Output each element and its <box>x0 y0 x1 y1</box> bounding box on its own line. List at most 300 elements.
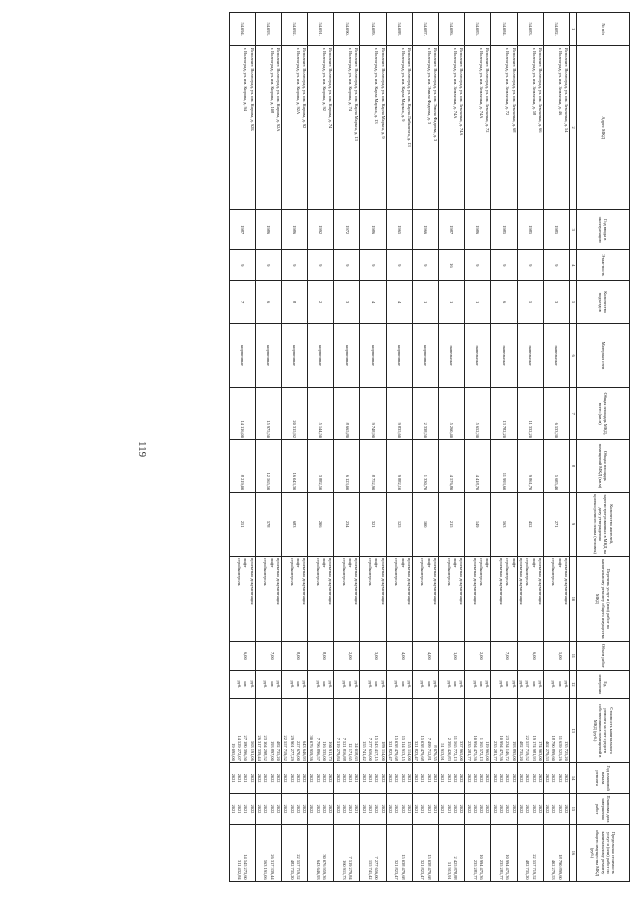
entrances: 3 <box>334 281 360 324</box>
limit-cost-line: 22 557 719,52 <box>295 854 301 880</box>
unit-line: шт. <box>243 681 249 688</box>
build-year: 1986 <box>281 210 307 250</box>
end-year-line: 2022 <box>315 804 321 814</box>
works-line: стройконтроль <box>263 558 269 586</box>
cost <box>360 699 386 763</box>
works-line: проектная документация <box>518 558 524 605</box>
column-number: 1 <box>570 13 577 46</box>
entrances: 1 <box>412 281 438 324</box>
unit-line: руб. <box>446 680 452 689</box>
row-number: 54.090. <box>334 13 360 46</box>
unit-line: руб. <box>341 680 347 689</box>
column-header: Этаж-ность <box>577 250 630 281</box>
premises-area: 8 219,00 <box>229 440 255 492</box>
end-year <box>543 794 569 825</box>
limit-cost-line <box>387 826 393 879</box>
cost-line: 19 095,00 <box>230 743 236 761</box>
page-number: 119 <box>136 441 148 458</box>
end-year-line: 2022 <box>459 804 465 814</box>
works-line: лифт <box>452 558 458 568</box>
residents: 452 <box>517 492 543 556</box>
cost <box>439 699 465 763</box>
limit-cost-line <box>484 826 490 879</box>
works <box>360 556 386 641</box>
floors: 9 <box>229 250 255 281</box>
entrances: 6 <box>255 281 281 324</box>
cost-line: 482 735,20 <box>518 741 524 761</box>
wall-material: панельные <box>491 324 517 388</box>
end-year-line: 2022 <box>499 804 505 814</box>
cost-line: 7 519 279,84 <box>335 737 341 761</box>
entrances: 5 <box>517 281 543 324</box>
floors: 9 <box>386 250 412 281</box>
column-header: Общая площадь помещений МКД (кв.м) <box>577 440 630 492</box>
cost <box>281 699 307 763</box>
works-line: стройконтроль <box>289 558 295 586</box>
residents: 215 <box>439 492 465 556</box>
limit-cost-line: 2 425 878,88 <box>452 856 458 880</box>
start-year-line: 2022 <box>459 773 465 783</box>
floors: 9 <box>308 250 334 281</box>
end-year <box>229 794 255 825</box>
start-year-line: 2022 <box>322 773 328 783</box>
end-year-line: 2022 <box>380 804 386 814</box>
limit-cost-line: 7 277 656,00 <box>374 856 380 880</box>
cost-line: 160 911,73 <box>328 741 334 761</box>
cost-line: 119 965,00 <box>485 741 491 761</box>
start-year-line: 2022 <box>564 773 569 783</box>
unit-line: руб. <box>472 680 478 689</box>
end-year-line: 2022 <box>452 804 458 814</box>
volume-line: 2,00 <box>348 652 354 660</box>
cost <box>491 699 517 763</box>
floors: 9 <box>465 250 491 281</box>
end-year-line: 2021 <box>406 804 412 814</box>
volume-line <box>524 644 530 669</box>
floors: 9 <box>281 250 307 281</box>
unit-line: руб. <box>315 680 321 689</box>
row-number: 54.088. <box>386 13 412 46</box>
floors: 9 <box>412 250 438 281</box>
volume-line <box>288 644 294 669</box>
start-year <box>360 763 386 794</box>
limit-cost-line <box>334 826 340 879</box>
column-number: 14 <box>570 763 577 794</box>
limit-cost-line <box>432 826 438 879</box>
cost-line: 24 018,63 <box>354 743 360 761</box>
end-year <box>255 794 281 825</box>
works <box>439 556 465 641</box>
column-number: 12 <box>570 670 577 698</box>
end-year-line: 2022 <box>485 804 491 814</box>
volume <box>465 642 491 670</box>
unit <box>308 670 334 698</box>
column-header: Ед. измерения <box>577 670 630 698</box>
volume-line <box>314 644 320 669</box>
address-line: Исполнит: Волгоград, ул. им. Карла Маркса, д. 13 <box>354 47 360 141</box>
limit-cost-line: 7 519 279,84 <box>348 856 354 880</box>
limit-cost-line <box>563 826 569 879</box>
column-number: 7 <box>570 388 577 440</box>
wall-material: кирпичные <box>412 324 438 388</box>
floors: 16 <box>439 250 465 281</box>
table-row <box>465 13 491 882</box>
limit-cost-line: 643 646,93 <box>315 859 321 880</box>
address-line: г. Волгоград, ул. им. Землячки, д. 58 <box>531 47 537 116</box>
volume-line: 6,00 <box>243 652 249 660</box>
build-year: 1986 <box>360 210 386 250</box>
cost-line: 135 725,20 <box>564 741 569 761</box>
volume <box>439 642 465 670</box>
wall-material: кирпичные <box>386 324 412 388</box>
unit-line: руб. <box>537 680 543 689</box>
cost-line: 11 659 525,26 <box>557 735 563 761</box>
limit-cost-line <box>406 826 412 879</box>
works-line: проектная документация <box>472 558 478 605</box>
address-line: г. Волгоград, ул. им. Землячки, д. 46 <box>557 47 563 116</box>
volume <box>229 642 255 670</box>
volume-line <box>419 644 425 669</box>
unit-line: руб. <box>551 680 557 689</box>
works-line: стройконтроль <box>237 558 243 586</box>
unit-line: руб. <box>525 680 531 689</box>
limit-cost-line <box>413 826 419 879</box>
end-year-line: 2022 <box>466 804 472 814</box>
address-line: г. Волгоград, ул. им. Кирова, д. 92 <box>322 47 328 112</box>
start-year <box>412 763 438 794</box>
total-area: 6 533,30 <box>543 388 569 440</box>
volume-line <box>458 644 464 669</box>
row-number: 54.084. <box>491 13 517 46</box>
works-line: лифт <box>400 558 406 568</box>
start-year-line: 2021 <box>348 773 354 783</box>
total-area: 5 144,50 <box>308 388 334 440</box>
end-year-line: 2022 <box>518 804 524 814</box>
cost-line: 321 823,47 <box>414 741 420 761</box>
repair-plan-table <box>229 12 630 882</box>
limit-cost-line <box>465 826 471 879</box>
start-year-line: 2022 <box>283 773 289 783</box>
start-year-line: 2022 <box>511 773 517 783</box>
cost-line: 402 279,53 <box>545 741 551 761</box>
unit <box>543 670 569 698</box>
entrances: 3 <box>543 281 569 324</box>
residents: 563 <box>491 492 517 556</box>
volume-line: 5,00 <box>557 652 563 660</box>
works-line: стройконтроль <box>368 558 374 586</box>
cost-line: 7 521 816,88 <box>341 737 347 761</box>
start-year <box>439 763 465 794</box>
start-year-line: 2022 <box>328 773 334 783</box>
works-line: стройконтроль <box>420 558 426 586</box>
address-line: г. Волгоград, ул. им. Кирова, д. 94 <box>243 47 249 112</box>
volume-line: 7,00 <box>505 652 511 660</box>
column-header: Год ввода в эксплуатацию <box>577 210 630 250</box>
unit-line: руб. <box>249 680 255 689</box>
start-year-line: 2021 <box>368 773 374 783</box>
end-year-line: 2021 <box>348 804 354 814</box>
start-year-line: 2021 <box>237 773 243 783</box>
limit-cost-line: 321 823,47 <box>394 859 400 880</box>
start-year-line: 2021 <box>426 773 432 783</box>
cost-line: 27 180 396,50 <box>243 735 249 761</box>
entrances: 1 <box>465 281 491 324</box>
total-area: 20 315,92 <box>281 388 307 440</box>
works-line: стройконтроль <box>505 558 511 586</box>
end-year-line: 2022 <box>275 804 281 814</box>
volume <box>517 642 543 670</box>
limit-cost <box>491 824 517 881</box>
limit-cost <box>439 824 465 881</box>
start-year-line: 2022 <box>452 773 458 783</box>
cost-line: 19 174 981,93 <box>531 735 537 761</box>
works-line: лифт <box>348 558 354 568</box>
cost-line: 15 543 417,15 <box>374 735 380 761</box>
start-year-line: 2022 <box>531 773 537 783</box>
premises-area: 1 330,70 <box>412 440 438 492</box>
total-area: 9 835,60 <box>386 388 412 440</box>
end-year-line: 2022 <box>531 804 537 814</box>
start-year-line: 2022 <box>400 773 406 783</box>
row-number: 54.082. <box>543 13 569 46</box>
cost-line: 189 114,00 <box>380 741 386 761</box>
wall-material: кирпичные <box>229 324 255 388</box>
premises-area: 11 993,60 <box>491 440 517 492</box>
row-number: 54.087. <box>412 13 438 46</box>
volume-line <box>484 644 490 669</box>
start-year <box>465 763 491 794</box>
column-number: 2 <box>570 46 577 210</box>
row-number: 54.085. <box>465 13 491 46</box>
column-number: 15 <box>570 794 577 825</box>
works <box>543 556 569 641</box>
floors: 9 <box>360 250 386 281</box>
end-year-line: 2022 <box>374 804 380 814</box>
cost-line: 482 735,20 <box>275 741 281 761</box>
unit-line: руб. <box>237 680 243 689</box>
limit-cost-line <box>248 826 254 879</box>
unit-line: шт. <box>479 681 485 688</box>
residents: 321 <box>360 492 386 556</box>
volume-line <box>550 644 556 669</box>
premises-area: 16 043,30 <box>281 440 307 492</box>
start-year-line: 2022 <box>302 773 308 783</box>
unit-line: руб. <box>302 680 308 689</box>
address-line: г. Волгоград, ул. им. Кирова, д. 74 <box>348 47 354 112</box>
floors: 9 <box>491 250 517 281</box>
limit-cost-line <box>256 826 262 879</box>
unit <box>465 670 491 698</box>
table-row <box>543 13 569 882</box>
end-year-line: 2021 <box>368 804 374 814</box>
address <box>386 46 412 210</box>
end-year-line: 2021 <box>433 804 439 814</box>
works-line: проектная документация <box>275 558 281 605</box>
unit-line: руб. <box>380 680 386 689</box>
unit <box>412 670 438 698</box>
limit-cost-line <box>458 826 464 879</box>
limit-cost-line: 235 281,77 <box>472 859 478 880</box>
entrances: 2 <box>308 281 334 324</box>
end-year <box>334 794 360 825</box>
limit-cost-line <box>301 826 307 879</box>
start-year-line: 2022 <box>249 773 255 783</box>
cost-line: 193 897,00 <box>269 741 275 761</box>
limit-cost-line: 311 432,84 <box>237 860 243 880</box>
works-line: проектная документация <box>433 558 439 605</box>
start-year-line: 2022 <box>557 773 563 783</box>
address <box>491 46 517 210</box>
start-year-line: 2022 <box>380 773 386 783</box>
address-line: Исполнит: Волгоград, ул. им. Землячки, д. 74А <box>459 47 465 136</box>
column-header: № п/п <box>577 13 630 46</box>
table-row <box>308 13 334 882</box>
cost <box>229 699 255 763</box>
cost-line: 321 823,47 <box>387 741 393 761</box>
limit-cost <box>412 824 438 881</box>
premises-area: 9 882,10 <box>386 440 412 492</box>
unit-line: руб. <box>394 680 400 689</box>
end-year-line: 2022 <box>551 804 557 814</box>
column-header: Материал стен <box>577 324 630 388</box>
works-line: проектная документация <box>406 558 412 605</box>
start-year-line: 2022 <box>374 773 380 783</box>
premises-area: 4 418,70 <box>465 440 491 492</box>
address <box>229 46 255 210</box>
address-line: Исполнит: Волгоград, ул. им. Кирова, д. 92А <box>275 47 281 132</box>
cost-line: 155 741,42 <box>361 741 367 761</box>
address-line: Исполнит: Волгоград, ул. им. Карла Либкнехта, д. 13 <box>406 47 412 147</box>
volume-line <box>248 644 254 669</box>
build-year: 1972 <box>334 210 360 250</box>
works-line: проектная документация <box>564 558 569 605</box>
cost-line: 22 557 719,52 <box>525 735 531 761</box>
address-line: Исполнит: Волгоград, ул. им. Землячки, д. 66 <box>537 47 543 133</box>
works-line: проектная документация <box>354 558 360 605</box>
unit-line: руб. <box>263 680 269 689</box>
works <box>465 556 491 641</box>
works-line: лифт <box>426 558 432 568</box>
start-year-line: 2021 <box>446 773 452 783</box>
column-number: 10 <box>570 556 577 641</box>
address-line: Исполнит: Волгоград, ул. им. Землячки, д. 72 <box>485 47 491 133</box>
limit-cost-line <box>282 826 288 879</box>
volume <box>308 642 334 670</box>
limit-cost <box>308 824 334 881</box>
start-year <box>543 763 569 794</box>
cost <box>412 699 438 763</box>
limit-cost-line <box>537 826 543 879</box>
column-number: 13 <box>570 699 577 763</box>
column-header: Плановая дата завершения работ <box>577 794 630 825</box>
table-row <box>491 13 517 882</box>
row-number: 54.094. <box>229 13 255 46</box>
end-year-line: 2022 <box>479 804 485 814</box>
end-year <box>491 794 517 825</box>
address-line: г. Волгоград, ул. им. Кирова, д. 92А <box>295 47 301 115</box>
volume-line <box>341 644 347 669</box>
residents: 234 <box>334 492 360 556</box>
works-line: проектная документация <box>499 558 505 605</box>
end-year <box>281 794 307 825</box>
end-year <box>308 794 334 825</box>
build-year: 1986 <box>465 210 491 250</box>
column-header: Предельная стоимость услуг и (или) работ по капитальному ремонту общего имущества МКД (руб.) <box>577 824 630 881</box>
end-year-line: 2022 <box>295 804 301 814</box>
cost <box>308 699 334 763</box>
start-year-line: 2022 <box>269 773 275 783</box>
works-line: проектная документация <box>537 558 543 605</box>
volume-line <box>367 644 373 669</box>
volume <box>543 642 569 670</box>
works <box>517 556 543 641</box>
entrances: 6 <box>491 281 517 324</box>
build-year: 1985 <box>491 210 517 250</box>
works-line: стройконтроль <box>315 558 321 586</box>
unit-line: руб. <box>459 680 465 689</box>
column-number: 3 <box>570 210 577 250</box>
end-year <box>412 794 438 825</box>
limit-cost-line <box>544 826 550 879</box>
end-year-line: 2021 <box>243 804 249 814</box>
unit <box>439 670 465 698</box>
end-year-line: 2021 <box>426 804 432 814</box>
limit-cost-line: 482 735,20 <box>289 859 295 880</box>
end-year-line: 2021 <box>414 804 420 814</box>
works-line: проектная документация <box>328 558 334 605</box>
cost-line: 14 529 272,07 <box>237 735 243 761</box>
end-year-line: 2022 <box>263 804 269 814</box>
unit-line: руб. <box>420 680 426 689</box>
unit-line: шт. <box>400 681 406 688</box>
limit-cost-line <box>518 826 524 879</box>
limit-cost-line: 26 317 339,44 <box>269 854 275 880</box>
row-number: 54.083. <box>517 13 543 46</box>
works-line: лифт <box>557 558 563 568</box>
address-line: г. Волгоград, ул. им. Эмиля Фадеева, д. 3 <box>426 47 432 125</box>
end-year <box>360 794 386 825</box>
volume <box>360 642 386 670</box>
volume <box>386 642 412 670</box>
unit-line: руб. <box>499 680 505 689</box>
works <box>281 556 307 641</box>
cost <box>465 699 491 763</box>
cost-line: 563 191,06 <box>249 741 255 761</box>
total-area: 5 260,40 <box>439 388 465 440</box>
unit-line: шт. <box>348 681 354 688</box>
volume-line <box>275 644 281 669</box>
address-line: Исполнит: Волгоград, ул. им. Эмиля Фадеева, д. 3 <box>433 47 439 142</box>
cost-line: 51 913,91 <box>440 743 446 761</box>
cost-line: 26 317 339,44 <box>257 735 263 761</box>
floors: 9 <box>517 250 543 281</box>
residents: 578 <box>255 492 281 556</box>
column-header: Стоимость капитального ремонта за счет средств собственников помещений в МКД (руб.) <box>577 699 630 763</box>
end-year-line: 2022 <box>387 804 393 814</box>
wall-material: панельные <box>465 324 491 388</box>
works <box>229 556 255 641</box>
address-line: Исполнит: Волгоград, ул. им. Землячки, д. 54 <box>564 47 569 133</box>
floors: 9 <box>255 250 281 281</box>
unit-line: шт. <box>269 681 275 688</box>
table-row <box>412 13 438 882</box>
volume-line: 8,00 <box>322 652 328 660</box>
limit-cost-line: 15 038 479,68 <box>426 854 432 880</box>
limit-cost-line: 482 735,20 <box>525 859 531 880</box>
volume-line <box>498 644 504 669</box>
wall-material: кирпичные <box>360 324 386 388</box>
end-year-line: 2022 <box>257 804 263 814</box>
